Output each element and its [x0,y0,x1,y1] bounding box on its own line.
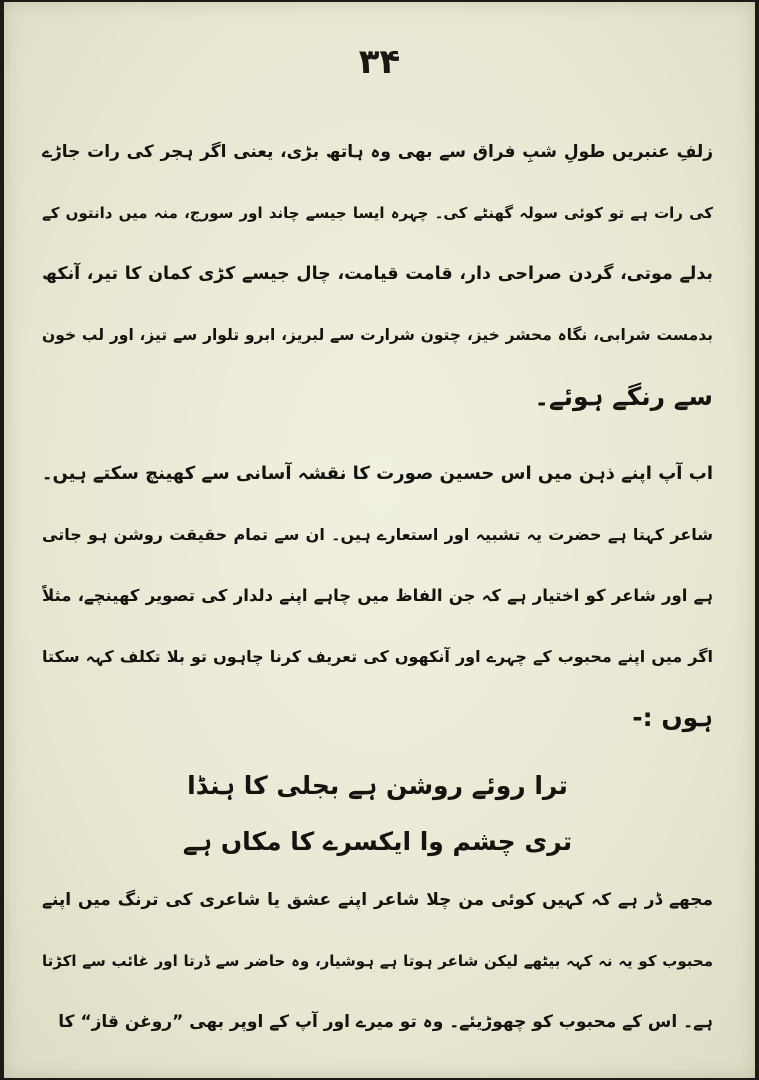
text-line: بدلے موتی، گردن صراحی دار، قامت قیامت، چال جیسے کڑی کمان کا تیر، آنکھ [42,264,713,284]
paragraph-description [42,122,713,427]
text-line: محبوب کو یہ نہ کہہ بیٹھے لیکن شاعر ہوتا ہے ہوشیار، وہ حاضر سے ڈرتا اور غائب سے اکڑتا [42,952,713,970]
paragraph-closing [42,870,713,1053]
text-line: زلفِ عنبریں طولِ شبِ فراق سے بھی وہ ہاتھ بڑی، یعنی اگر ہجر کی رات جاڑے [42,142,713,162]
text-line: اگر میں اپنے محبوب کے چہرے اور آنکھوں کی تعریف کرنا چاہوں تو بلا تکلف کہہ سکتا [42,647,713,666]
text-line: سے رنگے ہوئے۔ [534,382,713,411]
text-line: اب آپ اپنے ذہن میں اس حسین صورت کا نقشہ آسانی سے کھینچ سکتے ہیں۔ [42,463,713,484]
verse-line: ترا روئے روشن ہے بجلی کا ہنڈا [187,771,568,800]
verse-line: تری چشم وا ایکسرے کا مکاں ہے [182,827,573,856]
text-line: بدمست شرابی، نگاہ محشر خیز، چتون شرارت سے لبریز، ابرو تلوار سے تیز، اور لب خون [42,326,713,344]
text-line: ہے۔ اس کے محبوب کو چھوڑیئے۔ وہ تو میرے اور آپ کے اوپر بھی ”روغن قاز“ کا [58,1012,713,1032]
text-line: ہوں :- [632,703,713,732]
book-page [4,2,755,1078]
page-number: ۳۴ [358,42,401,82]
paragraph-poet [42,443,713,748]
text-line: شاعر کہتا ہے حضرت یہ تشبیہ اور استعارے ہیں۔ ان سے تمام حقیقت روشن ہو جاتی [42,525,713,544]
text-line: ہے اور شاعر کو اختیار ہے کہ جن الفاظ میں چاہے اپنے دلدار کی تصویر کھینچے، مثلاً [42,586,713,605]
verse-couplet [42,758,713,870]
text-line: مجھے ڈر ہے کہ کہیں کوئی من چلا شاعر اپنے عشق یا شاعری کی ترنگ میں اپنے [42,890,713,910]
text-line: کی رات ہے تو کوئی سولہ گھنٹے کی۔ چہرہ ایسا جیسے چاند اور سورج، منہ میں دانتوں کے [42,204,713,222]
page-body [42,122,713,1053]
